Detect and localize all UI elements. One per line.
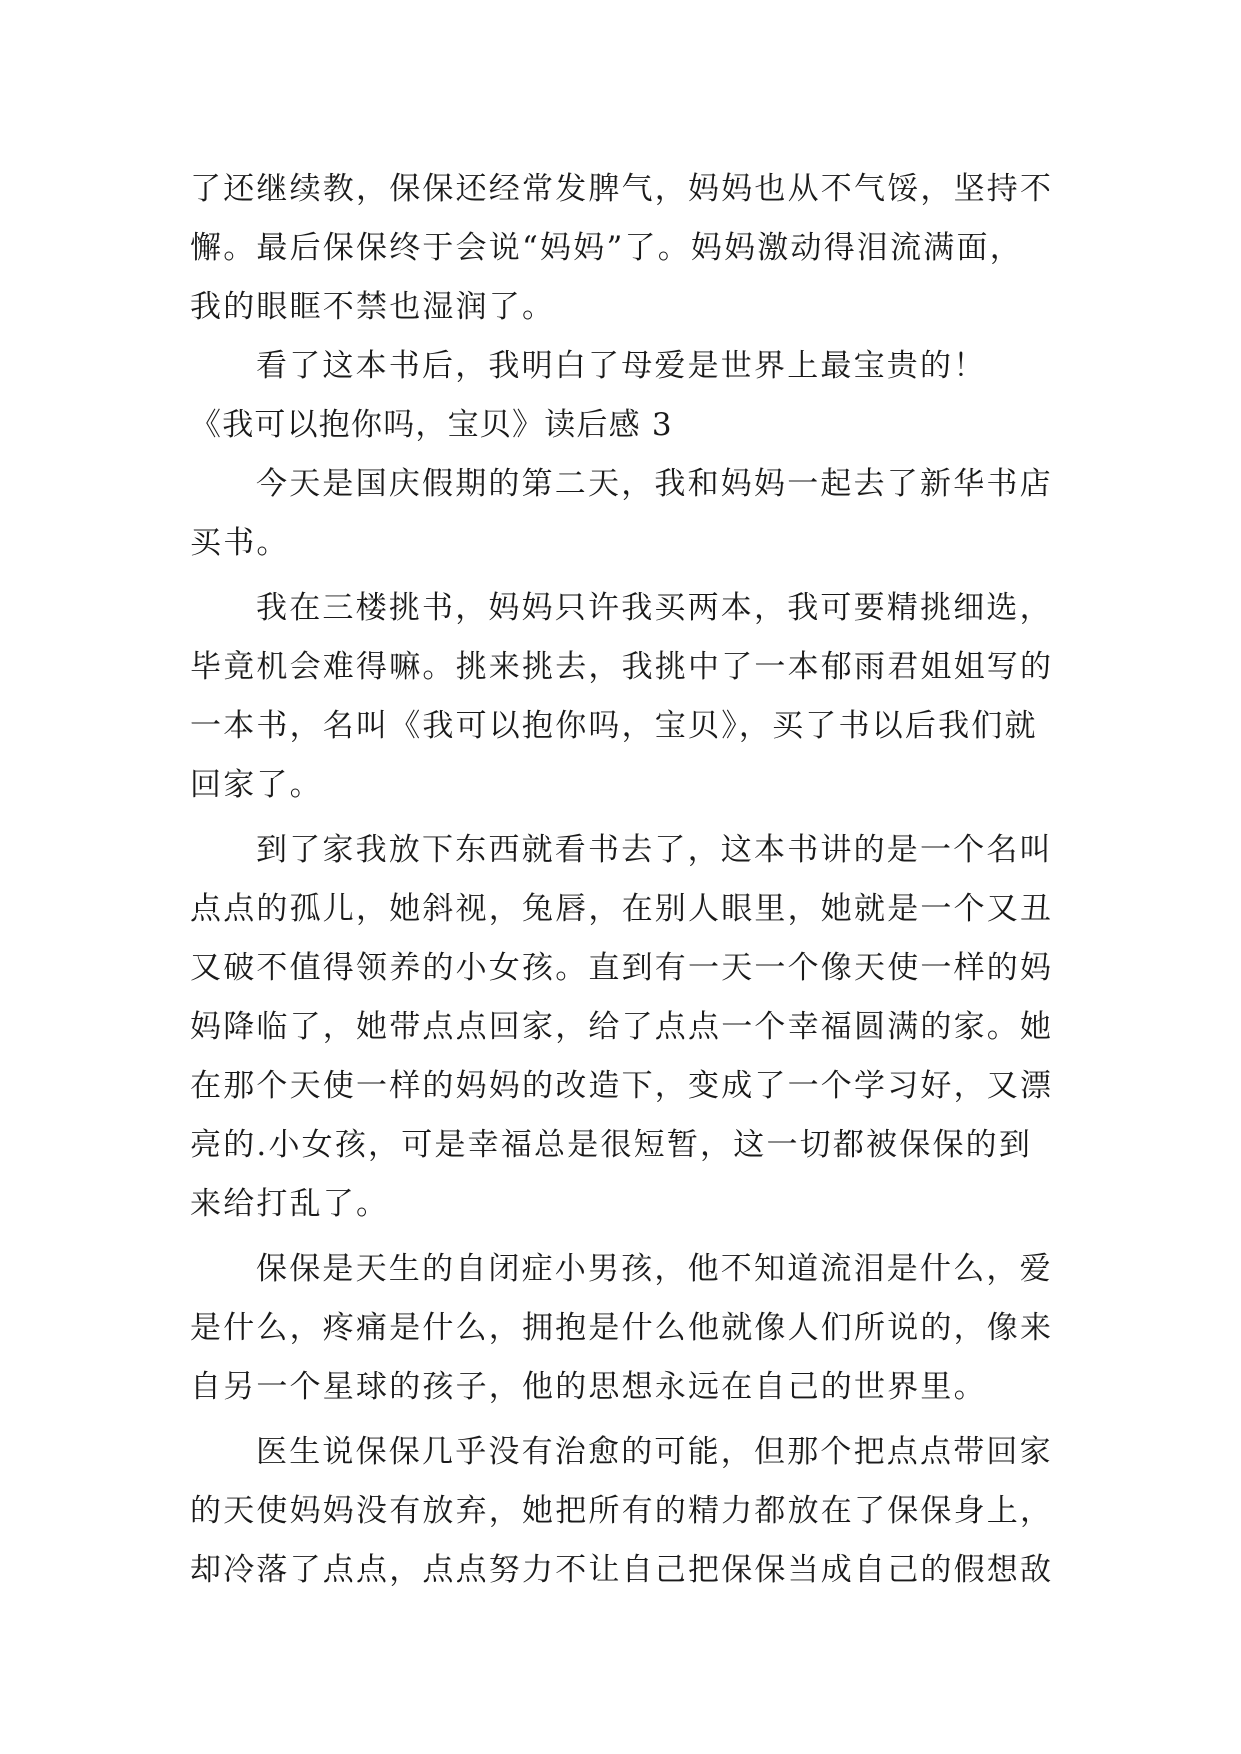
paragraph-line: 回家了。 xyxy=(190,767,323,803)
paragraph-line: 毕竟机会难得嘛。挑来挑去，我挑中了一本郁雨君姐姐写的 xyxy=(190,649,1054,685)
paragraph-line: 到了家我放下东西就看书去了，这本书讲的是一个名叫 xyxy=(256,832,1053,868)
paragraph-line: 懈。最后保保终于会说“妈妈”了。妈妈激动得泪流满面， xyxy=(190,230,1023,266)
paragraph-line: 在那个天使一样的妈妈的改造下，变成了一个学习好，又漂 xyxy=(190,1068,1054,1104)
paragraph-line: 今天是国庆假期的第二天，我和妈妈一起去了新华书店 xyxy=(256,466,1053,502)
paragraph-line: 点点的孤儿，她斜视，兔唇，在别人眼里，她就是一个又丑 xyxy=(190,891,1054,927)
paragraph-line: 来给打乱了。 xyxy=(190,1186,390,1222)
paragraph-line: 买书。 xyxy=(190,525,290,561)
paragraph-line: 保保是天生的自闭症小男孩，他不知道流泪是什么，爱 xyxy=(256,1251,1053,1287)
paragraph-line: 亮的.小女孩，可是幸福总是很短暂，这一切都被保保的到 xyxy=(190,1127,1033,1163)
paragraph-line: 妈降临了，她带点点回家，给了点点一个幸福圆满的家。她 xyxy=(190,1009,1054,1045)
paragraph-line: 看了这本书后，我明白了母爱是世界上最宝贵的！ xyxy=(256,348,987,384)
paragraph-line: 了还继续教，保保还经常发脾气，妈妈也从不气馁，坚持不 xyxy=(190,171,1054,207)
paragraph-line: 的天使妈妈没有放弃，她把所有的精力都放在了保保身上， xyxy=(190,1493,1054,1529)
paragraph-line: 又破不值得领养的小女孩。直到有一天一个像天使一样的妈 xyxy=(190,950,1054,986)
section-title: 《我可以抱你吗，宝贝》读后感 3 xyxy=(190,407,673,443)
paragraph-line: 是什么，疼痛是什么，拥抱是什么他就像人们所说的，像来 xyxy=(190,1310,1054,1346)
paragraph-line: 自另一个星球的孩子，他的思想永远在自己的世界里。 xyxy=(190,1369,987,1405)
paragraph-line: 一本书，名叫《我可以抱你吗，宝贝》，买了书以后我们就 xyxy=(190,708,1038,744)
paragraph-line: 我在三楼挑书，妈妈只许我买两本，我可要精挑细选， xyxy=(256,590,1053,626)
document-body xyxy=(190,160,1054,1600)
paragraph-line: 我的眼眶不禁也湿润了。 xyxy=(190,289,556,325)
paragraph-line: 却冷落了点点，点点努力不让自己把保保当成自己的假想敌 xyxy=(190,1552,1054,1588)
paragraph-line: 医生说保保几乎没有治愈的可能，但那个把点点带回家 xyxy=(256,1434,1053,1470)
